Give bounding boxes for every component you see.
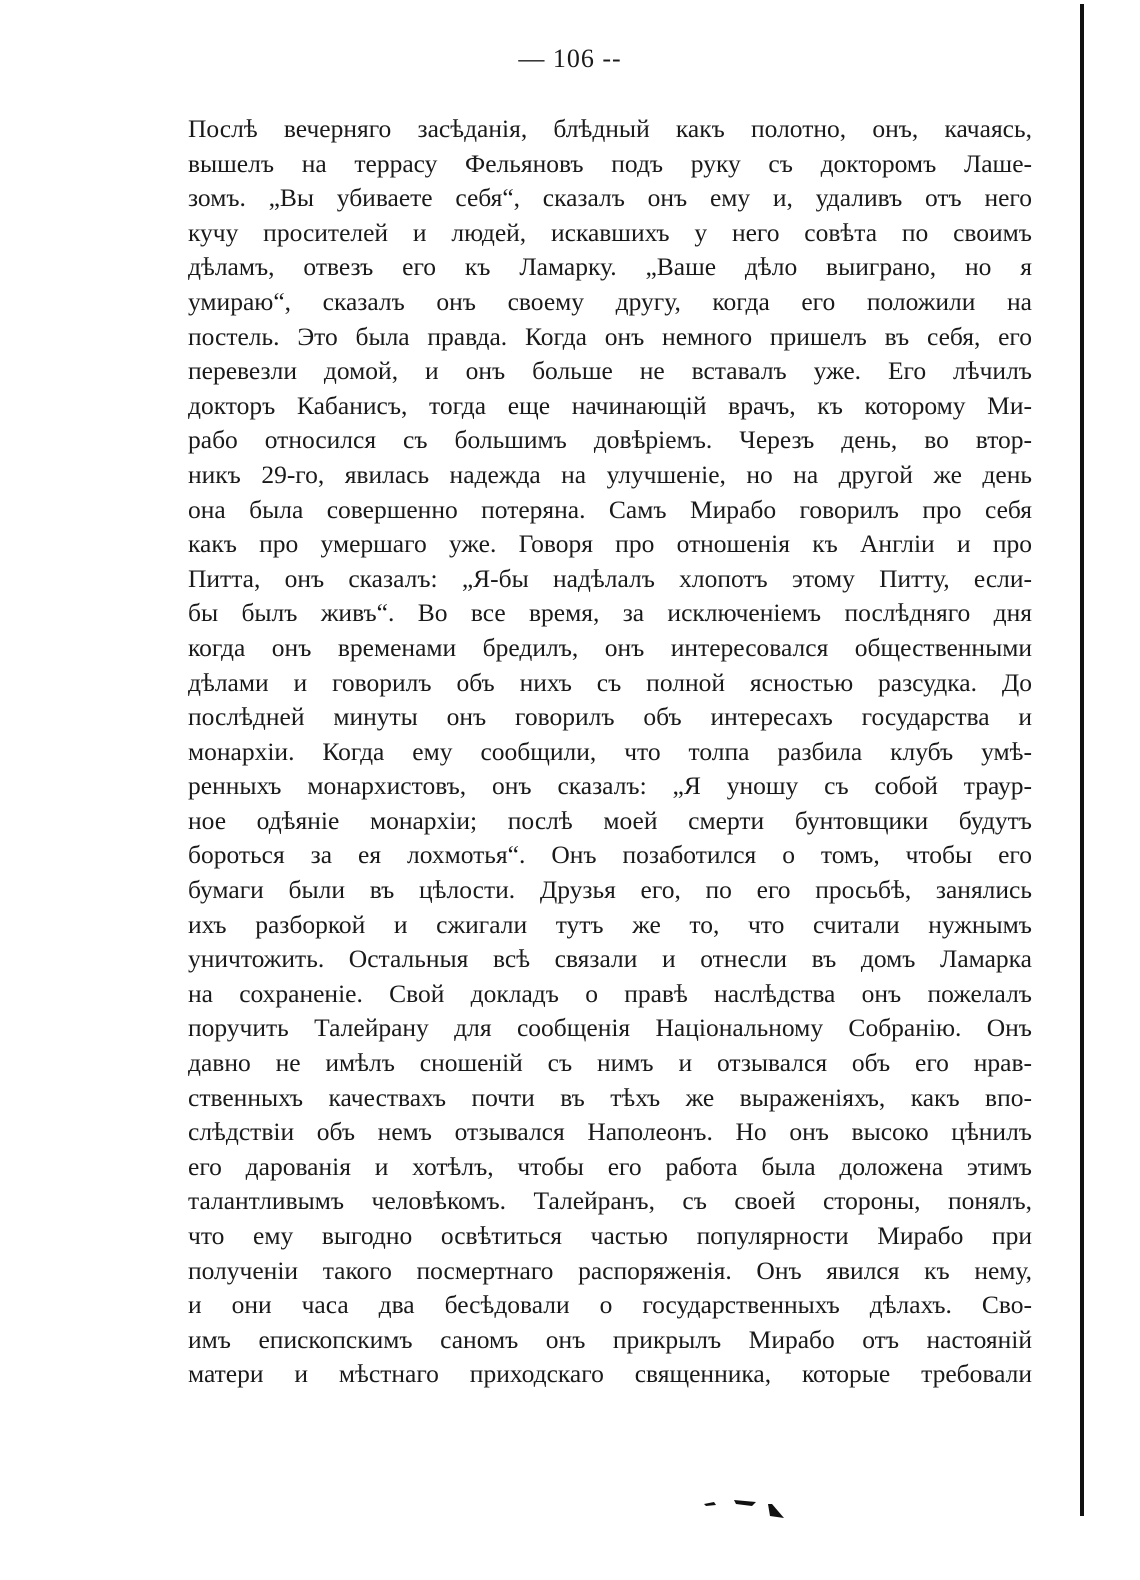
text-line: рабо относился съ большимъ довѣріемъ. Черезъ день, во втор- [188,425,1032,455]
text-line: ное одѣяніе монархіи; послѣ моей смерти бунтовщики будутъ [188,805,1032,835]
text-line: дѣламъ, отвезъ его къ Ламарку. „Ваше дѣло выиграно, но я [188,252,1032,282]
text-line: на сохраненіе. Свой докладъ о правѣ наслѣдства онъ пожелалъ [188,978,1032,1008]
text-line: ихъ разборкой и сжигали тутъ же то, что считали нужнымъ [188,909,1032,939]
text-line: постель. Это была правда. Когда онъ немного пришелъ въ себя, его [188,321,1032,351]
text-line: бы былъ живъ“. Во все время, за исключеніемъ послѣдняго дня [188,598,1032,628]
page-number: — 106 -- [518,44,622,73]
text-line: когда онъ временами бредилъ, онъ интересовался общественными [188,632,1032,662]
text-line: и они часа два бесѣдовали о государственныхъ дѣлахъ. Сво- [188,1290,1032,1320]
text-line: перевезли домой, и онъ больше не вставалъ уже. Его лѣчилъ [188,356,1032,386]
text-line: Питта, онъ сказалъ: „Я-бы надѣлалъ хлопотъ этому Питту, если- [188,563,1032,593]
text-line: дѣлами и говорилъ объ нихъ съ полной ясностью разсудка. До [188,667,1032,697]
text-line: умираю“, сказалъ онъ своему другу, когда его положили на [188,286,1032,316]
text-line: матери и мѣстнаго приходскаго священника, которые требовали [188,1359,1032,1389]
text-line: она была совершенно потеряна. Самъ Мирабо говорилъ про себя [188,494,1032,524]
printer-ornament-icon [700,1492,800,1532]
text-line: монархіи. Когда ему сообщили, что толпа разбила клубъ умѣ- [188,736,1032,766]
text-line: что ему выгодно освѣтиться частью популярности Мирабо при [188,1221,1032,1250]
text-line: вышелъ на террасу Фельяновъ подъ руку съ докторомъ Лаше- [188,148,1032,178]
text-line: никъ 29-го, явилась надежда на улучшеніе, но на другой же день [188,459,1032,489]
text-line: бумаги были въ цѣлости. Друзья его, по его просьбѣ, занялись [188,875,1032,905]
text-line: послѣдней минуты онъ говорилъ объ интересахъ государства и [188,702,1032,732]
text-line: ренныхъ монархистовъ, онъ сказалъ: „Я уношу съ собой траур- [188,771,1032,801]
text-line: полученіи такого посмертнаго распоряженія. Онъ явился къ нему, [188,1255,1032,1285]
text-line: Послѣ вечерняго засѣданія, блѣдный какъ полотно, онъ, качаясь, [188,114,1032,143]
text-line: кучу просителей и людей, искавшихъ у него совѣта по своимъ [188,217,1032,247]
text-line: поручить Талейрану для сообщенія Національному Собранію. Онъ [188,1013,1032,1043]
text-line: его дарованія и хотѣлъ, чтобы его работа была доложена этимъ [188,1151,1032,1181]
page-edge-rule [1080,4,1084,1516]
text-line: уничтожить. Остальныя всѣ связали и отнесли въ домъ Ламарка [188,944,1032,974]
text-line: имъ епископскимъ саномъ онъ прикрылъ Мирабо отъ настояній [188,1324,1032,1354]
text-line: бороться за ея лохмотья“. Онъ позаботился о томъ, чтобы его [188,840,1032,870]
text-line: ственныхъ качествахъ почти въ тѣхъ же выраженіяхъ, какъ впо- [188,1082,1032,1112]
text-line: слѣдствіи объ немъ отзывался Наполеонъ. Но онъ высоко цѣнилъ [188,1117,1032,1147]
text-line: зомъ. „Вы убиваете себя“, сказалъ онъ ему и, удаливъ отъ него [188,183,1032,213]
text-line: какъ про умершаго уже. Говоря про отношенія къ Англіи и про [188,529,1032,559]
text-line: докторъ Кабанисъ, тогда еще начинающій врачъ, къ которому Ми- [188,390,1032,420]
text-line: талантливымъ человѣкомъ. Талейранъ, съ своей стороны, понялъ, [188,1186,1032,1216]
text-line: давно не имѣлъ сношеній съ нимъ и отзывался объ его нрав- [188,1048,1032,1078]
body-text [188,112,1032,1392]
